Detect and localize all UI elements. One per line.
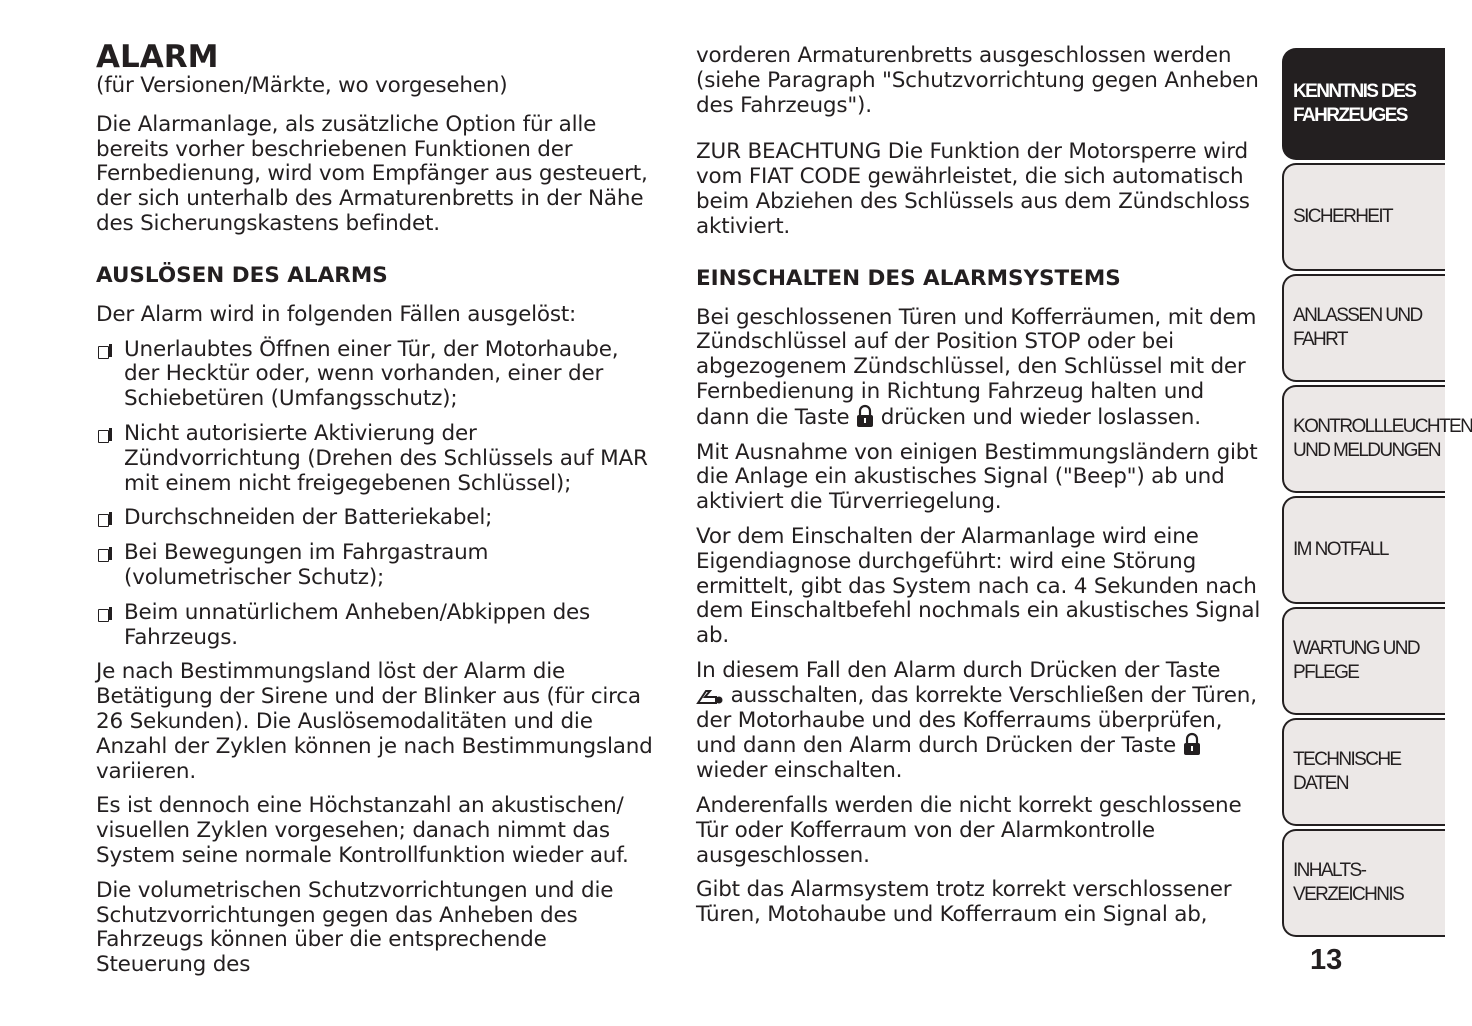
paragraph: vorderen Armaturenbretts ausgeschlossen werden (siehe Paragraph "Schutzvorrichtung gegen Anheben des Fahrzeugs").	[696, 43, 1259, 118]
tab-inhaltsverzeichnis[interactable]: INHALTS- VERZEICHNIS	[1282, 829, 1445, 937]
list-item-text: Durchschneiden der Batteriekabel;	[124, 505, 493, 531]
checkbox-bullet-icon	[98, 346, 109, 359]
tab-kenntnis-des-fahrzeuges[interactable]: KENNTNIS DES FAHRZEUGES	[1282, 48, 1445, 160]
right-column	[696, 44, 1262, 938]
paragraph: Es ist dennoch eine Höchstanzahl an akustischen/ visuellen Zyklen vorgesehen; danach nimmt das System seine normale Kontrollfunktion wieder auf.	[96, 793, 629, 868]
text: ausschalten, das korrekte Verschließen der Türen, der Motorhaube und des Kofferraums überprüfen, und dann den Alarm durch Drücken der Taste	[696, 682, 1257, 759]
tab-technische-daten[interactable]: TECHNISCHE DATEN	[1282, 718, 1445, 826]
left-column	[96, 40, 658, 988]
tab-kontrollleuchten[interactable]: KONTROLLLEUCHTEN UND MELDUNGEN	[1282, 385, 1445, 493]
paragraph	[696, 306, 1262, 431]
subtitle: (für Versionen/Märkte, wo vorgesehen)	[96, 73, 508, 98]
section-heading-activate: EINSCHALTEN DES ALARMSYSTEMS	[696, 265, 1121, 291]
paragraph: Die volumetrischen Schutzvorrichtungen und die Schutzvorrichtungen gegen das Anheben des Fahrzeugs können über die entsprechende Steuerung des	[96, 877, 614, 978]
list-item	[96, 601, 658, 651]
intro-paragraph: Die Alarmanlage, als zusätzliche Option für alle bereits vorher beschriebenen Funktionen der Fernbedienung, wird vom Empfänger aus gesteuert, der sich unterhalb des Armaturenbretts in der Nähe des Sicherungskastens befindet.	[96, 111, 648, 236]
trigger-list	[96, 338, 658, 651]
list-item	[96, 541, 658, 591]
unlock-key-icon	[696, 687, 724, 705]
section-heading-trigger: AUSLÖSEN DES ALARMS	[96, 262, 388, 288]
list-item-text: Beim unnatürlichem Anheben/Abkippen des Fahrzeugs.	[124, 599, 591, 650]
checkbox-bullet-icon	[98, 549, 109, 562]
paragraph: Anderenfalls werden die nicht korrekt geschlossene Tür oder Kofferraum von der Alarmkontrolle ausgeschlossen.	[696, 792, 1242, 868]
note-paragraph: ZUR BEACHTUNG Die Funktion der Motorsperre wird vom FIAT CODE gewährleistet, die sich automatisch beim Abziehen des Schlüssels aus dem Zündschloss aktiviert.	[696, 139, 1250, 239]
page-number: 13	[1310, 944, 1343, 976]
paragraph: Je nach Bestimmungsland löst der Alarm die Betätigung der Sirene und der Blinker aus (für circa 26 Sekunden). Die Auslösemodalitäten und die Anzahl der Zyklen können je nach Bestimmungsland variieren.	[96, 659, 653, 784]
paragraph	[696, 659, 1262, 784]
chapter-tabs	[1282, 48, 1472, 940]
checkbox-bullet-icon	[98, 514, 109, 527]
list-item	[96, 506, 658, 531]
text: In diesem Fall den Alarm durch Drücken der Taste	[696, 657, 1221, 683]
lock-icon	[1183, 733, 1201, 755]
list-item-text: Nicht autorisierte Aktivierung der Zündvorrichtung (Drehen des Schlüssels auf MAR mit einem nicht freigegebenen Schlüssel);	[124, 420, 648, 496]
tab-sicherheit[interactable]: SICHERHEIT	[1282, 163, 1445, 271]
text: wieder einschalten.	[696, 758, 903, 784]
list-item-text: Unerlaubtes Öffnen einer Tür, der Motorhaube, der Hecktür oder, wenn vorhanden, einer der Schiebetüren (Umfangsschutz);	[124, 336, 619, 412]
tab-im-notfall[interactable]: IM NOTFALL	[1282, 496, 1445, 604]
lead-paragraph: Der Alarm wird in folgenden Fällen ausgelöst:	[96, 301, 577, 327]
list-item-text: Bei Bewegungen im Fahrgastraum (volumetrischer Schutz);	[124, 540, 489, 590]
paragraph: Vor dem Einschalten der Alarmanlage wird eine Eigendiagnose durchgeführt: wird eine Störung ermittelt, gibt das System nach ca. 4 Sekunden nach dem Einschaltbefehl nochmals ein akustisches Signal ab.	[696, 523, 1261, 649]
paragraph: Gibt das Alarmsystem trotz korrekt verschlossener Türen, Motohaube und Kofferraum ein Signal ab,	[696, 877, 1232, 928]
tab-wartung-und-pflege[interactable]: WARTUNG UND PFLEGE	[1282, 607, 1445, 715]
checkbox-bullet-icon	[98, 430, 109, 443]
text: drücken und wieder loslassen.	[880, 404, 1201, 430]
list-item	[96, 338, 658, 412]
tab-anlassen-und-fahrt[interactable]: ANLASSEN UND FAHRT	[1282, 274, 1445, 382]
text: Bei geschlossenen Türen und Kofferräumen, mit dem Zündschlüssel auf der Position STOP oder bei abgezogenem Zündschlüssel, den Schlüssel mit der Fernbedienung in Richtung Fahrzeug halten und dann die Taste	[696, 304, 1257, 430]
checkbox-bullet-icon	[98, 609, 109, 622]
paragraph: Mit Ausnahme von einigen Bestimmungsländern gibt die Anlage ein akustisches Signal ("Beep") ab und aktiviert die Türverriegelung.	[696, 439, 1258, 515]
lock-icon	[856, 405, 874, 427]
page-title: ALARM	[96, 39, 219, 75]
list-item	[96, 422, 658, 496]
